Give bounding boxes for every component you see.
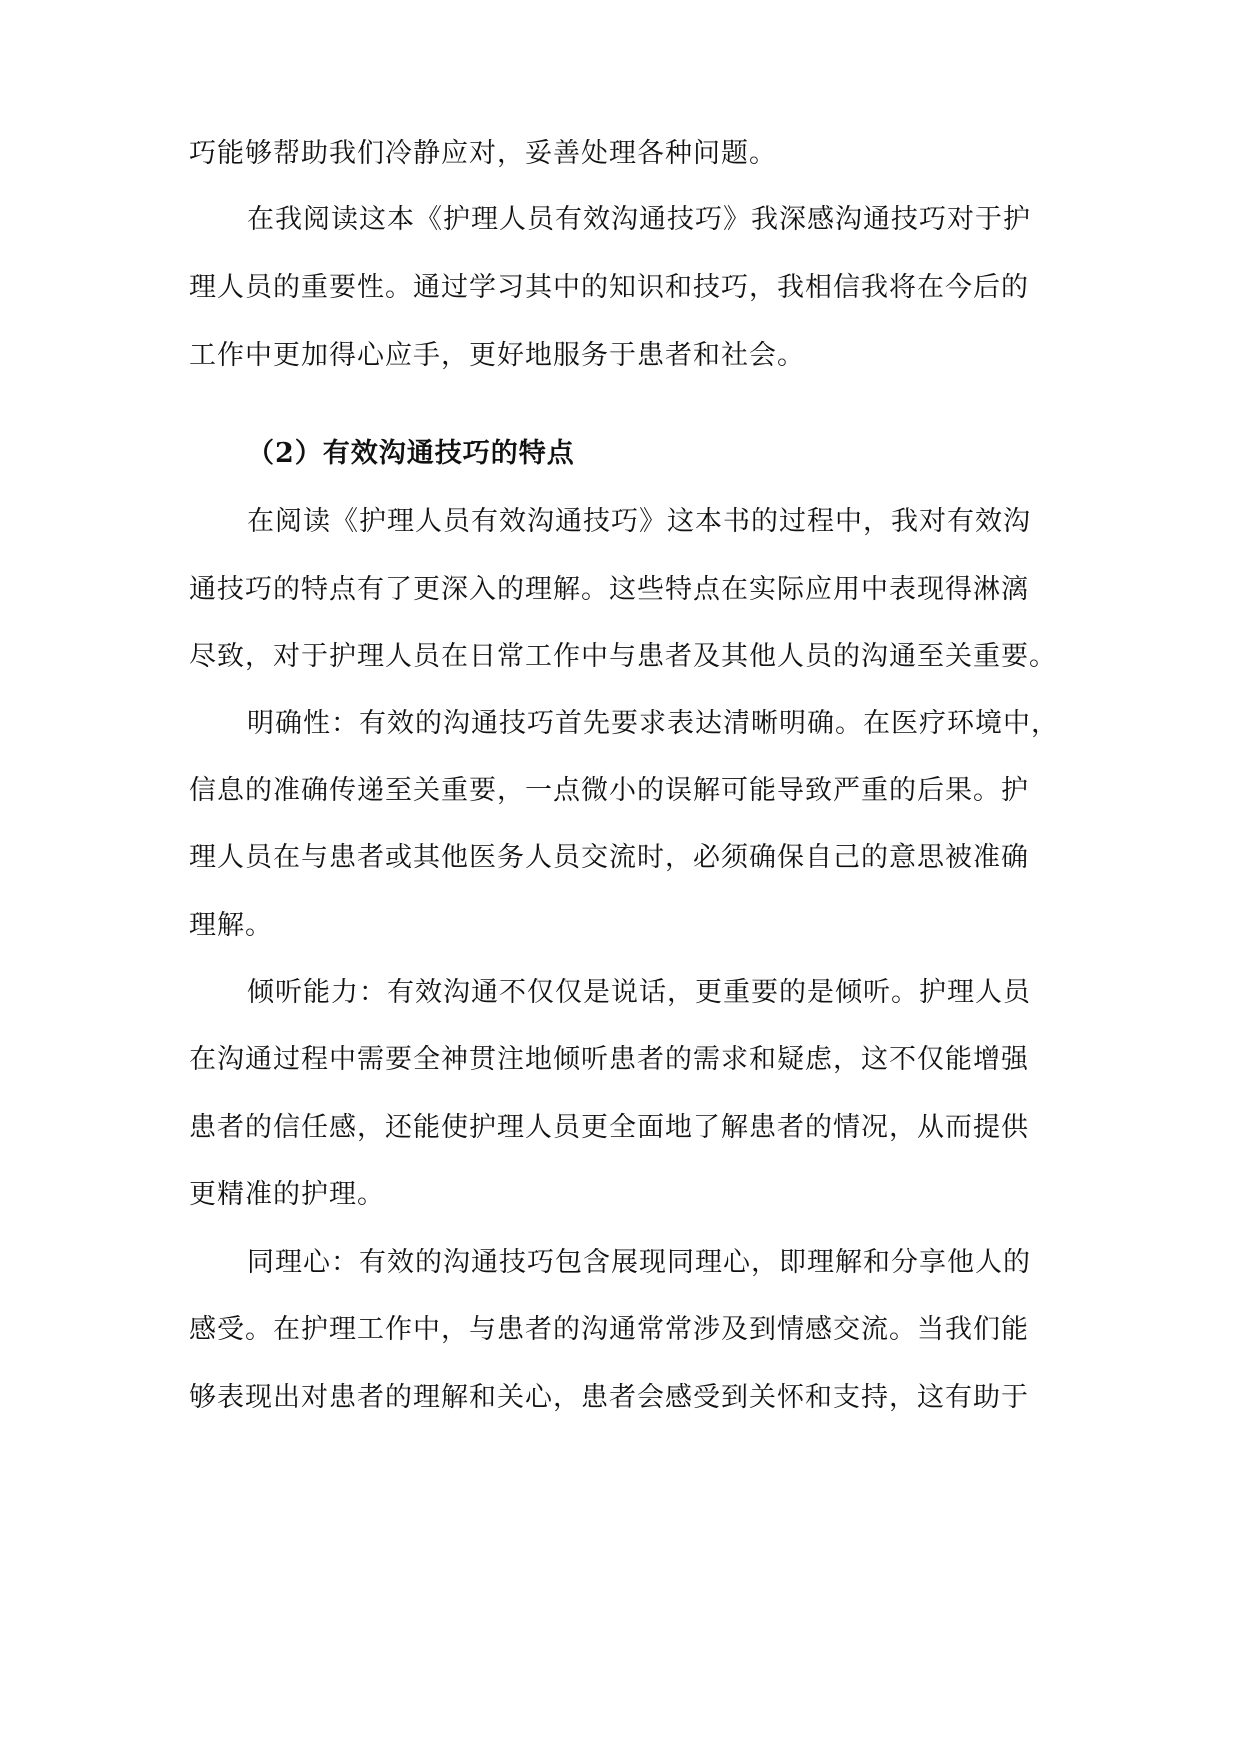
paragraph-line: 同理心：有效的沟通技巧包含展现同理心，即理解和分享他人的: [247, 1247, 1031, 1278]
paragraph-line: 工作中更加得心应手，更好地服务于患者和社会。: [189, 340, 805, 371]
paragraph-line: 患者的信任感，还能使护理人员更全面地了解患者的情况，从而提供: [189, 1112, 1029, 1143]
paragraph-line: 倾听能力：有效沟通不仅仅是说话，更重要的是倾听。护理人员: [247, 977, 1031, 1008]
paragraph-line: 在沟通过程中需要全神贯注地倾听患者的需求和疑虑，这不仅能增强: [189, 1044, 1029, 1075]
paragraph-line: 理解。: [189, 910, 273, 941]
paragraph-line: 在阅读《护理人员有效沟通技巧》这本书的过程中，我对有效沟: [247, 506, 1031, 537]
section-heading: （2）有效沟通技巧的特点: [247, 438, 575, 469]
paragraph-line: 信息的准确传递至关重要，一点微小的误解可能导致严重的后果。护: [189, 775, 1029, 806]
paragraph-line: 通技巧的特点有了更深入的理解。这些特点在实际应用中表现得淋漓: [189, 574, 1029, 605]
paragraph-line: 理人员在与患者或其他医务人员交流时，必须确保自己的意思被准确: [189, 842, 1029, 873]
paragraph-line: 更精准的护理。: [189, 1179, 385, 1210]
paragraph-line: 感受。在护理工作中，与患者的沟通常常涉及到情感交流。当我们能: [189, 1314, 1029, 1345]
paragraph-line: 巧能够帮助我们冷静应对，妥善处理各种问题。: [189, 138, 777, 169]
paragraph-line: 理人员的重要性。通过学习其中的知识和技巧，我相信我将在今后的: [189, 272, 1029, 303]
paragraph-line: 够表现出对患者的理解和关心，患者会感受到关怀和支持，这有助于: [189, 1382, 1029, 1413]
paragraph-line: 在我阅读这本《护理人员有效沟通技巧》我深感沟通技巧对于护: [247, 204, 1031, 235]
paragraph-line: 尽致，对于护理人员在日常工作中与患者及其他人员的沟通至关重要。: [189, 641, 1057, 672]
paragraph-line: 明确性：有效的沟通技巧首先要求表达清晰明确。在医疗环境中，: [247, 708, 1059, 739]
